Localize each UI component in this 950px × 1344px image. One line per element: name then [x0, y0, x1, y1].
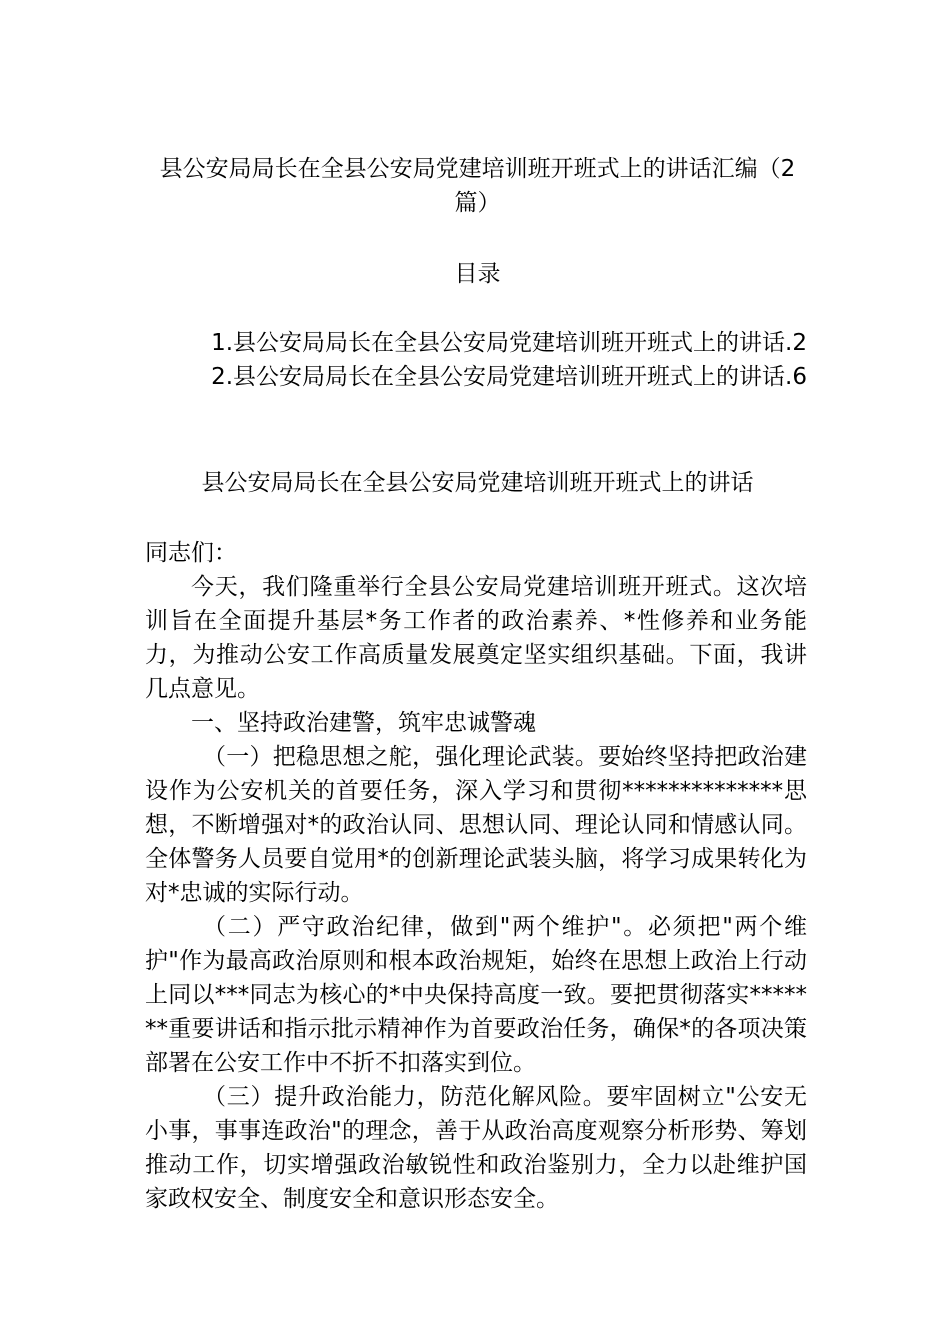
paragraph: （二）严守政治纪律，做到"两个维护"。必须把"两个维护"作为最高政治原则和根本政治规矩，始终在思想上政治上行动上同以***同志为核心的*中央保持高度一致。要把贯彻落实*******重要讲话和指示批示精神作为首要政治任务，确保*的各项决策部署在公安工作中不折不扣落实到位。: [145, 914, 807, 1076]
toc-heading: 目录: [454, 261, 501, 287]
paragraph: 今天，我们隆重举行全县公安局党建培训班开班式。这次培训旨在全面提升基层*务工作者的政治素养、*性修养和业务能力，为推动公安工作高质量发展奠定坚实组织基础。下面，我讲几点意见。: [145, 574, 807, 702]
table-of-contents: [145, 326, 807, 394]
salutation: 同志们：: [145, 540, 237, 566]
toc-entry[interactable]: 2.县公安局局长在全县公安局党建培训班开班式上的讲话.6: [211, 364, 807, 390]
speech-body: [145, 536, 807, 1216]
section-heading: 一、坚持政治建警，筑牢忠诚警魂: [191, 710, 536, 736]
speech-title: 县公安局局长在全县公安局党建培训班开班式上的讲话: [201, 470, 754, 496]
paragraph: （三）提升政治能力，防范化解风险。要牢固树立"公安无小事，事事连政治"的理念，善于从政治高度观察分析形势、筹划推动工作，切实增强政治敏锐性和政治鉴别力，全力以赴维护国家政权安全、制度安全和意识形态安全。: [145, 1084, 807, 1212]
paragraph: （一）把稳思想之舵，强化理论武装。要始终坚持把政治建设作为公安机关的首要任务，深入学习和贯彻**************思想，不断增强对*的政治认同、思想认同、理论认同和情感认同。全体警务人员要自觉用*的创新理论武装头脑，将学习成果转化为对*忠诚的实际行动。: [145, 744, 807, 906]
toc-entry[interactable]: 1.县公安局局长在全县公安局党建培训班开班式上的讲话.2: [211, 330, 807, 356]
document-title: 县公安局局长在全县公安局党建培训班开班式上的讲话汇编（2篇）: [159, 156, 796, 216]
